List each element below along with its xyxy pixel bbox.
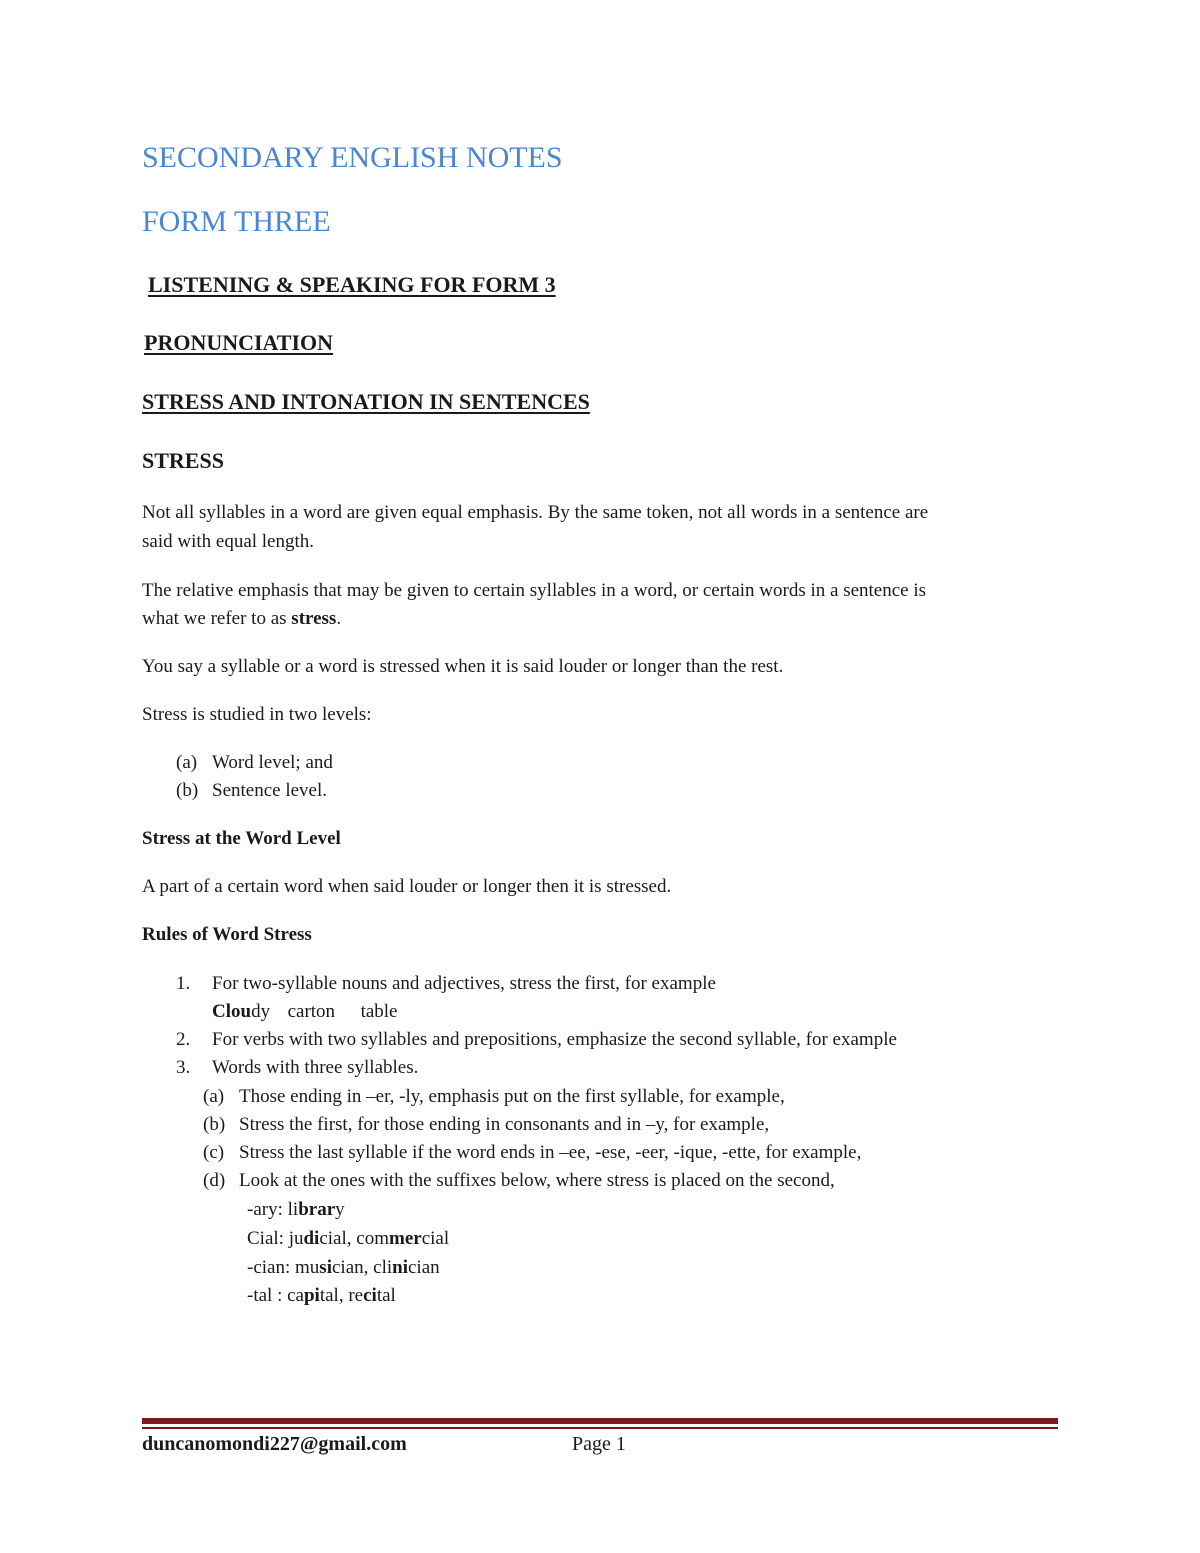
suffix-label: -tal : [247, 1285, 288, 1306]
syllable: cial [421, 1228, 450, 1249]
stressed-syllable: ni [392, 1257, 408, 1278]
rule-text: For two-syllable nouns and adjectives, stress the first, for example [212, 973, 716, 994]
syllable: cial, [319, 1228, 357, 1249]
syllable: cli [373, 1257, 393, 1278]
sub-rule-text: Stress the first, for those ending in consonants and in –y, for example, [239, 1114, 770, 1135]
syllable: tal [376, 1285, 396, 1306]
syllable: com [356, 1228, 389, 1249]
sub-rule-marker: (d) [203, 1170, 226, 1191]
syllable: y [335, 1199, 345, 1220]
section-heading: LISTENING & SPEAKING FOR FORM 3 [148, 272, 556, 297]
stressed-syllable: brar [298, 1199, 336, 1220]
sub-rule-marker: (b) [203, 1114, 226, 1135]
stressed-syllable: pi [303, 1285, 320, 1306]
list-item-text: Sentence level. [212, 780, 328, 801]
footer-email: duncanomondi227@gmail.com [142, 1433, 407, 1455]
sub-rule-item [203, 1170, 835, 1192]
sub-rule-marker: (c) [203, 1142, 225, 1163]
paragraph-1-line-1: Not all syllables in a word are given equal emphasis. By the same token, not all words in a sentence are [142, 502, 929, 523]
paragraph-5: A part of a certain word when said louder or longer then it is stressed. [142, 876, 672, 897]
rule-number: 1. [176, 973, 191, 994]
stress-term: stress [291, 608, 337, 629]
rule-item [176, 973, 716, 995]
sub-rule-text: Stress the last syllable if the word ends in –ee, -ese, -eer, -ique, -ette, for example, [239, 1142, 862, 1163]
subtopic-heading: STRESS AND INTONATION IN SENTENCES [142, 389, 590, 414]
suffix-label: -cian: [247, 1257, 296, 1278]
list-marker: (a) [176, 752, 198, 773]
list-item [176, 780, 327, 802]
paragraph-2-text: what we refer to as [142, 608, 292, 629]
stressed-syllable: di [303, 1228, 320, 1249]
footer-divider [142, 1418, 1058, 1424]
stressed-syllable: si [319, 1257, 332, 1278]
paragraph-4: Stress is studied in two levels: [142, 704, 372, 725]
paragraph-2-line-1: The relative emphasis that may be given to certain syllables in a word, or certain words in a sentence is [142, 580, 927, 601]
rule-text: For verbs with two syllables and prepositions, emphasize the second syllable, for example [212, 1029, 897, 1050]
sub-rule-item [203, 1142, 861, 1164]
suffix-example [247, 1285, 396, 1307]
example-word-rest: dy [251, 1001, 271, 1022]
sub-rule-item [203, 1086, 785, 1108]
stress-heading: STRESS [142, 448, 224, 473]
paragraph-2-line-2 [142, 608, 341, 630]
syllable: ju [288, 1228, 304, 1249]
document-subtitle: FORM THREE [142, 205, 331, 238]
paragraph-3: You say a syllable or a word is stressed when it is said louder or longer than the rest. [142, 656, 784, 677]
syllable: cian, [331, 1257, 374, 1278]
stressed-syllable: mer [389, 1228, 422, 1249]
document-title: SECONDARY ENGLISH NOTES [142, 141, 563, 174]
page-number: Page 1 [572, 1433, 626, 1455]
sub-rule-text: Look at the ones with the suffixes below, where stress is placed on the second, [239, 1170, 835, 1191]
syllable: re [348, 1285, 364, 1306]
rule-number: 3. [176, 1057, 191, 1078]
suffix-example [247, 1199, 345, 1221]
sub-rule-text: Those ending in –er, -ly, emphasis put on the first syllable, for example, [239, 1086, 785, 1107]
paragraph-2-period: . [336, 608, 342, 629]
list-item-text: Word level; and [212, 752, 333, 773]
rule-text: Words with three syllables. [212, 1057, 419, 1078]
rules-heading: Rules of Word Stress [142, 924, 312, 945]
syllable: tal, [319, 1285, 349, 1306]
syllable: li [287, 1199, 299, 1220]
syllable: ca [287, 1285, 304, 1306]
list-item [176, 752, 333, 774]
rule-number: 2. [176, 1029, 191, 1050]
rule-item [176, 1057, 418, 1079]
topic-heading: PRONUNCIATION [144, 330, 334, 355]
suffix-label: Cial: [247, 1228, 289, 1249]
word-level-heading: Stress at the Word Level [142, 828, 341, 849]
stressed-syllable: Clou [212, 1001, 252, 1022]
paragraph-1-line-2: said with equal length. [142, 531, 315, 552]
example-word: carton [287, 1001, 336, 1022]
rule-examples [212, 1001, 398, 1023]
syllable: mu [295, 1257, 320, 1278]
example-word: table [360, 1001, 398, 1022]
stressed-syllable: ci [363, 1285, 377, 1306]
suffix-example [247, 1228, 449, 1250]
sub-rule-marker: (a) [203, 1086, 225, 1107]
list-marker: (b) [176, 780, 199, 801]
suffix-example [247, 1257, 440, 1279]
sub-rule-item [203, 1114, 769, 1136]
rule-item [176, 1029, 897, 1051]
syllable: cian [408, 1257, 440, 1278]
footer-divider-thin [142, 1427, 1058, 1429]
suffix-label: -ary: [247, 1199, 288, 1220]
